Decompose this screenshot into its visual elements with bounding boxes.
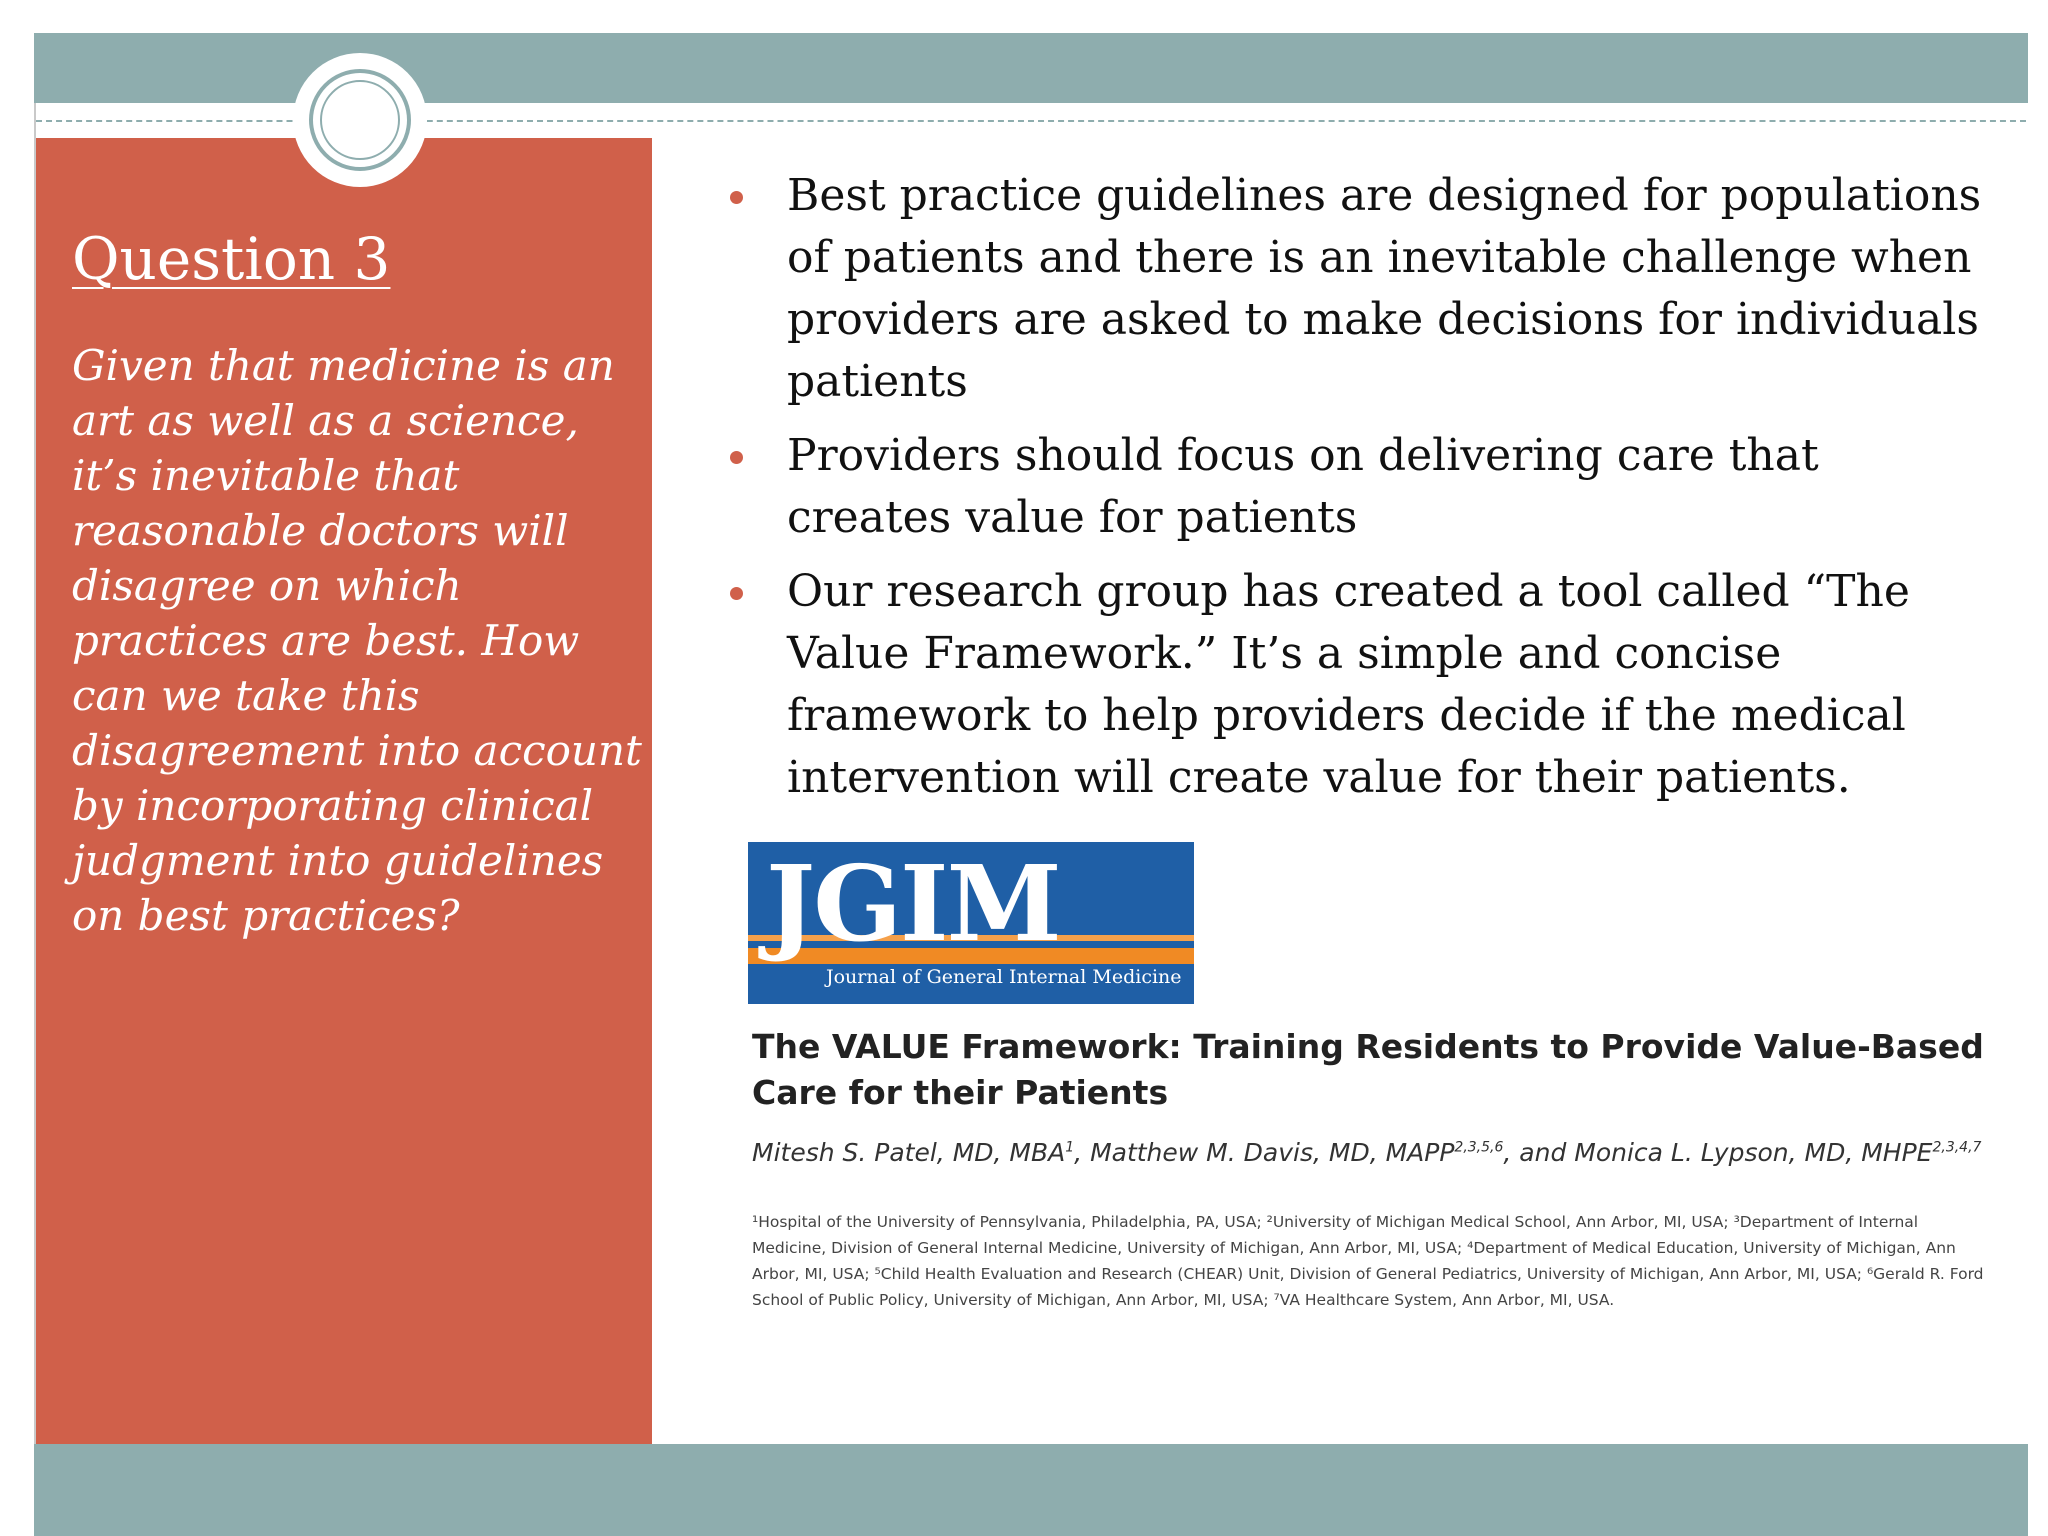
- bullet-item: [730, 165, 1990, 413]
- bullet-item: [730, 425, 1990, 549]
- author-name: Monica L. Lypson, MD, MHPE: [1574, 1138, 1933, 1167]
- article-authors: [752, 1138, 2002, 1167]
- author-affil-sup: 2,3,5,6: [1454, 1139, 1504, 1156]
- bullet-text: Our research group has created a tool called “The Value Framework.” It’s a simple and concise framework to help providers decide if the medical intervention will create value for their patients.: [787, 566, 1910, 803]
- bullet-text: Best practice guidelines are designed for populations of patients and there is an inevitable challenge when providers are asked to make decisions for individuals patients: [787, 170, 1982, 407]
- question-title: Question 3: [72, 225, 391, 293]
- jgim-logo: [748, 842, 1194, 1004]
- bullet-dot-icon: [730, 451, 743, 464]
- author-sep: , and: [1503, 1138, 1575, 1167]
- bullet-item: [730, 561, 1990, 809]
- question-text: Given that medicine is an art as well as a science, it’s inevitable that reasonable doctors will disagree on which practices are best. How can we take this disagreement into account by incorporating clinical judgment into guidelines on best practices?: [72, 341, 642, 940]
- bullet-dot-icon: [730, 587, 743, 600]
- bullet-dot-icon: [730, 191, 743, 204]
- author-name: Matthew M. Davis, MD, MAPP: [1090, 1138, 1455, 1167]
- bottom-band: [34, 1444, 2028, 1536]
- logo-subtitle: Journal of General Internal Medicine: [826, 966, 1182, 988]
- logo-letters: JGIM: [766, 842, 1060, 965]
- bullet-text: Providers should focus on delivering care that creates value for patients: [787, 430, 1819, 543]
- article-title: The VALUE Framework: Training Residents to Provide Value-Based Care for their Patients: [752, 1027, 1984, 1112]
- article-affiliations: ¹Hospital of the University of Pennsylvania, Philadelphia, PA, USA; ²University of Michigan Medical School, Ann Arbor, MI, USA; ³Department of Internal Medicine, Division of General Internal Medicine, University of Michigan, Ann Arbor, MI, USA; ⁴Department of Medical Education, University of Michigan, Ann Arbor, MI, USA; ⁵Child Health Evaluation and Research (CHEAR) Unit, Division of General Pediatrics, University of Michigan, Ann Arbor, MI, USA; ⁶Gerald R. Ford School of Public Policy, University of Michigan, Ann Arbor, MI, USA; ⁷VA Healthcare System, Ann Arbor, MI, USA.: [752, 1213, 1984, 1309]
- author-affil-sup: 1: [1065, 1139, 1075, 1156]
- author-name: Mitesh S. Patel, MD, MBA: [752, 1138, 1066, 1167]
- author-sep: ,: [1074, 1138, 1091, 1167]
- author-affil-sup: 2,3,4,7: [1932, 1139, 1982, 1156]
- decorative-inner-ring: [320, 80, 400, 160]
- bullet-list: [730, 165, 1990, 821]
